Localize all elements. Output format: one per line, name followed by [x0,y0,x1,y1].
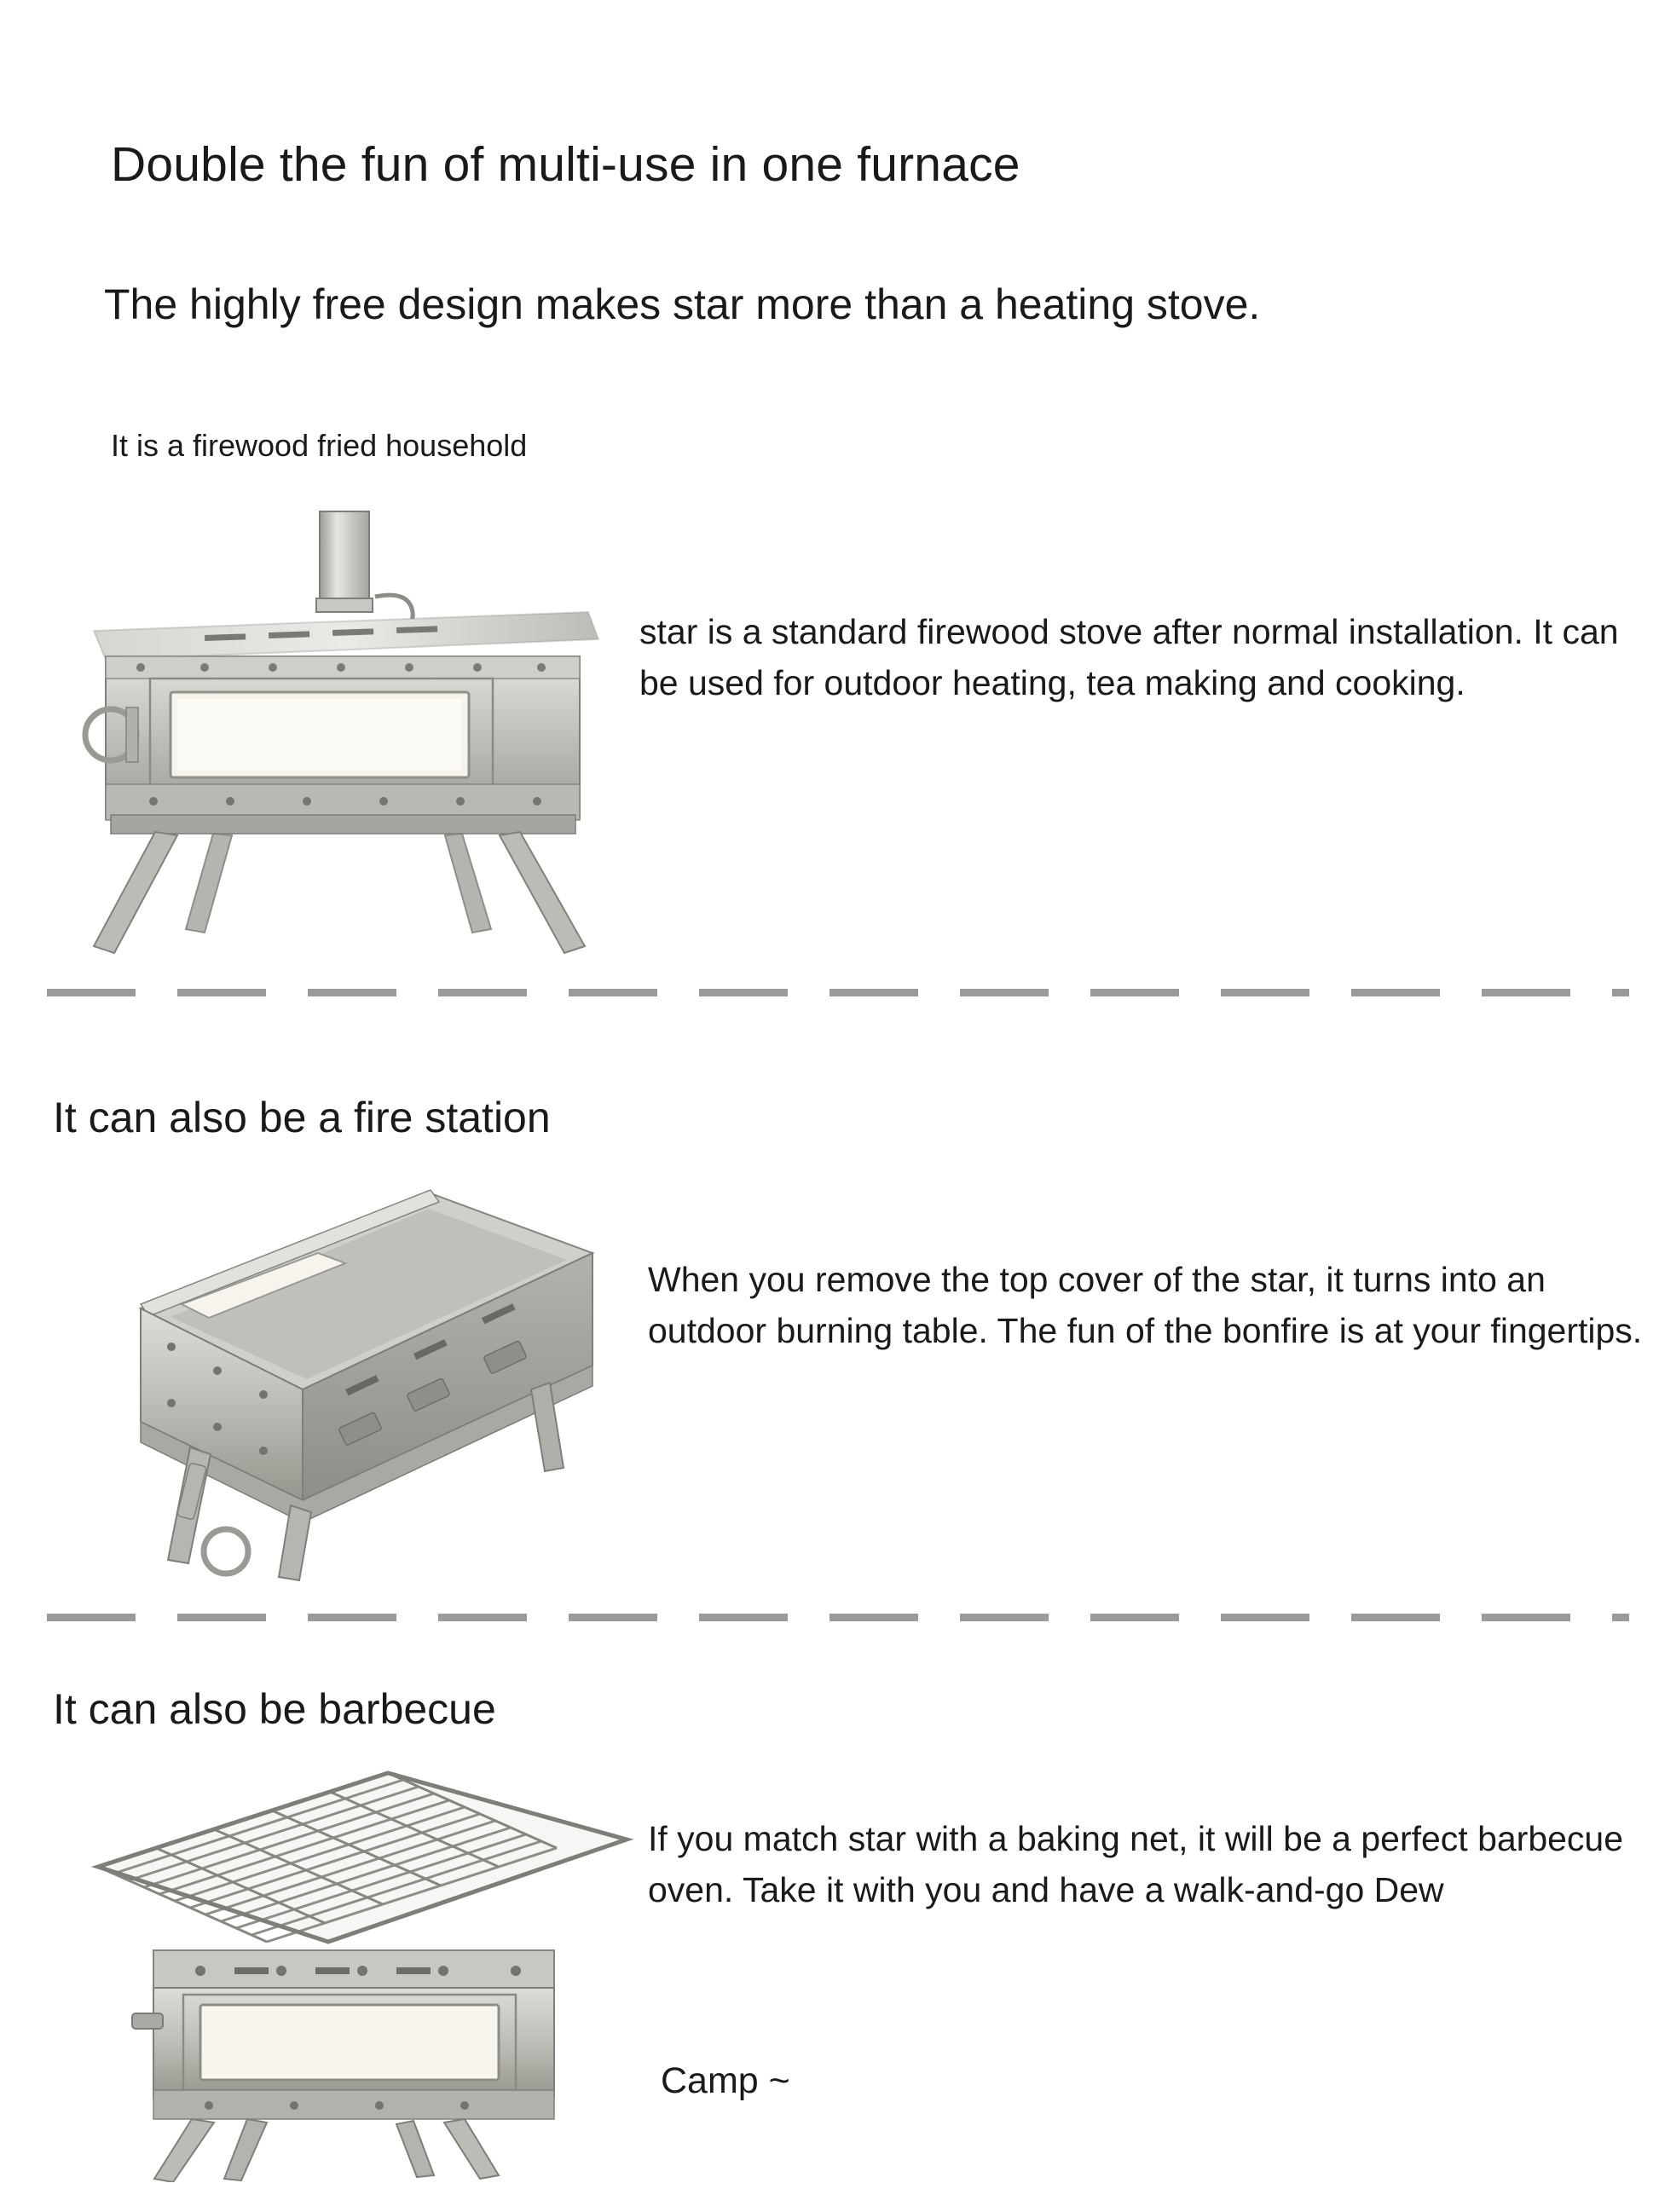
page-subtitle: The highly free design makes star more than a heating stove. [104,280,1261,328]
section-divider [47,1614,1629,1621]
barbecue-paragraph: If you match star with a baking net, it will be a perfect barbecue oven. Take it with you and have a walk-and-go Dew [648,1819,1624,1909]
wood-stove-with-chimney-photo [77,503,622,955]
open-top-fire-table-photo [90,1134,635,1594]
barbecue-paragraph-continued: Camp ~ [661,2060,790,2101]
page-title: Double the fun of multi-use in one furnace [111,137,1020,192]
section-divider [47,989,1629,996]
section-title-fire-station: It can also be a fire station [53,1094,551,1141]
stove-paragraph: star is a standard firewood stove after normal installation. It can be used for outdoor heating, tea making and cooking. [639,612,1619,702]
stove-with-grill-net-photo [72,1739,652,2182]
section-title-barbecue: It can also be barbecue [53,1685,496,1733]
fire-station-paragraph: When you remove the top cover of the star, it turns into an outdoor burning table. The fun of the bonfire is at your fingertips. [648,1260,1643,1350]
small-caption: It is a firewood fried household [111,428,528,463]
